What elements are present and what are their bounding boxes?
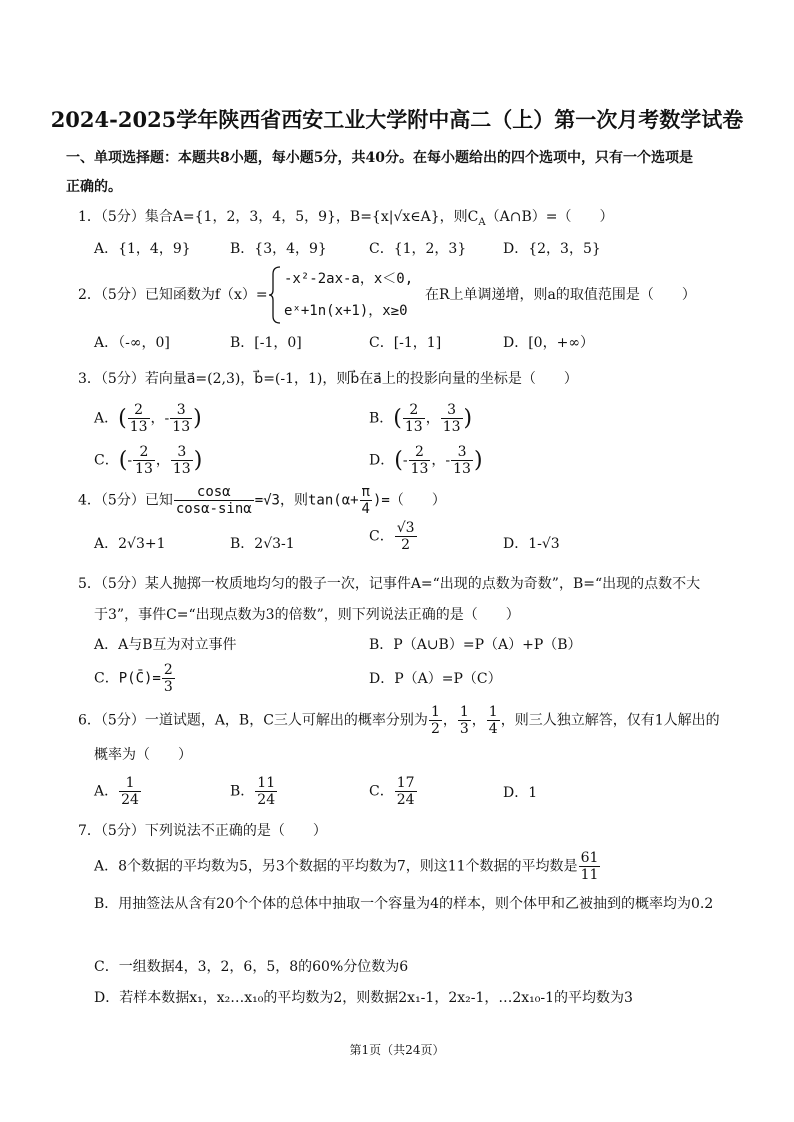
question-3-stem: 3．（5分）若向量a⃗=(2,3)，b⃗=(-1，1)，则b⃗在a⃗上的投影向量的坐标是（ ） [78,371,578,387]
q3-option-a: A．( $\frac{2}{13}$ ，- $\frac{3}{13}$ ) [94,402,202,435]
q2-option-a: A．（-∞，0] [94,335,170,351]
q4-c-label: C． [369,528,394,545]
piecewise-brace [268,266,282,324]
q7-option-d: D．若样本数据x₁，x₂…x₁₀的平均数为2，则数据2x₁-1，2x₂-1，…2x₁₀-1的平均数为3 [94,990,633,1006]
q1-option-b: B．{3，4，9} [230,241,327,257]
page-title: 2024-2025学年陕西省西安工业大学附中高二（上）第一次月考数学试卷 [50,107,744,132]
q6-option-d: D．1 [503,785,538,801]
q1-option-d: D．{2，3，5} [503,241,601,257]
fraction: $\frac{3}{13}$ [172,402,191,435]
q1-stem-sub: A [478,216,486,228]
q3-b-label: B． [369,410,394,427]
fraction: $\frac{3}{13}$ [453,444,471,477]
q3-c-label: C． [94,452,119,469]
q4-option-c [369,520,418,553]
fraction: $\frac{2}{3}$ [163,662,173,695]
q6-line1-text: 6．（5分）一道试题，A，B，C三人可解出的概率分别为 [78,712,428,729]
question-5-line2: 于3”，事件C=“出现点数为3的倍数”，则下列说法正确的是（ ） [94,607,520,623]
q2-case-2: eˣ+1n(x+1)，x≥0 [284,303,408,319]
q1-stem-text: 1．（5分）集合A={1，2，3，4，5，9}，B={x|√x∈A}，则C [78,209,479,225]
q7-option-c: C．一组数据4，3，2，6，5，8的60%分位数为6 [94,959,409,975]
fraction: $\frac{2}{13}$ [404,402,423,435]
q6-line1-tail: ，则三人独立解答，仅有1人解出的 [500,712,720,729]
question-2-stem: 2．（5分）已知函数为f（x）= [78,287,268,303]
q1-stem-tail: （A∩B）=（ ） [485,209,614,225]
q4-option-a: A．2√3+1 [94,536,166,552]
q6-option-a [94,775,142,808]
q5-c-expr: P(C̄)= [118,670,161,687]
q6-option-c [369,775,418,808]
question-6-line1: 6．（5分）一道试题，A，B，C三人可解出的概率分别为 $\frac{1}{2}$ ， $\frac{1}{3}$ ， $\frac{1}{4}$ ，则三人独立解答，仅有1人解出的 [78,704,720,737]
section-heading-line2: 正确的。 [66,179,122,195]
fraction: $\frac{1}{4}$ [488,704,498,737]
q2-stem-tail: 在R上单调递增，则a的取值范围是（ ） [425,287,696,303]
q6-c-label: C． [369,783,394,800]
fraction: $\frac{61}{11}$ [580,850,599,883]
question-5-line1: 5．（5分）某人抛掷一枚质地均匀的骰子一次，记事件A=“出现的点数为奇数”，B=“出现的点数不大 [78,576,701,592]
fraction: $\frac{3}{13}$ [172,444,191,477]
q4-mid: =√3，则tan(α+ [254,492,359,509]
fraction: $\frac{1}{3}$ [459,704,469,737]
q2-option-d: D．[0，+∞） [503,335,594,351]
q5-option-c [94,662,176,695]
q2-option-c: C．[-1，1] [369,335,442,351]
q6-b-label: B． [230,783,255,800]
page-footer: 第1页（共24页） [349,1043,445,1057]
fraction: $\frac{1}{2}$ [430,704,440,737]
fraction: $\frac{2}{13}$ [410,444,429,477]
q5-option-a: A．A与B互为对立事件 [94,637,237,653]
fraction: $\frac{3}{13}$ [442,402,461,435]
section-heading-line1: 一、单项选择题：本题共8小题，每小题5分，共40分。在每小题给出的四个选项中，只有一个选项是 [66,150,693,166]
q5-c-label: C． [94,670,119,687]
q3-d-label: D． [369,452,395,469]
q6-option-b [230,775,278,808]
question-4-stem [78,484,446,517]
fraction: $\frac{11}{24}$ [257,775,276,808]
q3-a-label: A． [94,410,119,427]
q3-option-c: C．(- $\frac{2}{13}$ ， $\frac{3}{13}$ ) [94,444,203,477]
q5-option-b: B．P（A∪B）=P（A）+P（B） [369,637,582,653]
q4-option-d: D．1-√3 [503,536,560,552]
fraction: $\frac{\cos\alpha}{\cos\alpha-\sin\alpha}$ [175,484,252,517]
q1-option-a: A．{1，4，9} [94,241,191,257]
q6-a-label: A． [94,783,119,800]
q7-a-text: A．8个数据的平均数为5，另3个数据的平均数为7，则这11个数据的平均数是 [94,858,578,875]
question-1-stem [78,206,613,228]
fraction: $\frac{√3}{2}$ [396,520,415,553]
q4-option-b: B．2√3-1 [230,536,295,552]
q2-option-b: B．[-1，0] [230,335,302,351]
q2-case-1: -x²-2ax-a，x＜0, [284,271,414,287]
q4-tail: )=（ ） [372,492,446,509]
q5-option-d: D．P（A）=P（C） [369,671,502,687]
fraction: $\frac{1}{24}$ [121,775,139,808]
q7-option-a [94,850,601,883]
fraction: $\frac{17}{24}$ [396,775,415,808]
fraction: $\frac{2}{13}$ [129,402,148,435]
fraction: $\frac{\pi}{4}$ [361,484,370,517]
q7-option-b: B．用抽签法从含有20个个体的总体中抽取一个容量为4的样本，则个体甲和乙被抽到的概率均为0.2 [94,896,714,912]
question-7-stem: 7．（5分）下列说法不正确的是（ ） [78,823,327,839]
fraction: $\frac{2}{13}$ [135,444,153,477]
question-6-line2: 概率为（ ） [94,747,192,763]
q3-option-d: D．(- $\frac{2}{13}$ ，- $\frac{3}{13}$ ) [369,444,483,477]
q4-stem-text: 4．（5分）已知 [78,492,173,509]
q3-option-b: B．( $\frac{2}{13}$ ， $\frac{3}{13}$ ) [369,402,473,435]
q1-option-c: C．{1，2，3} [369,241,467,257]
